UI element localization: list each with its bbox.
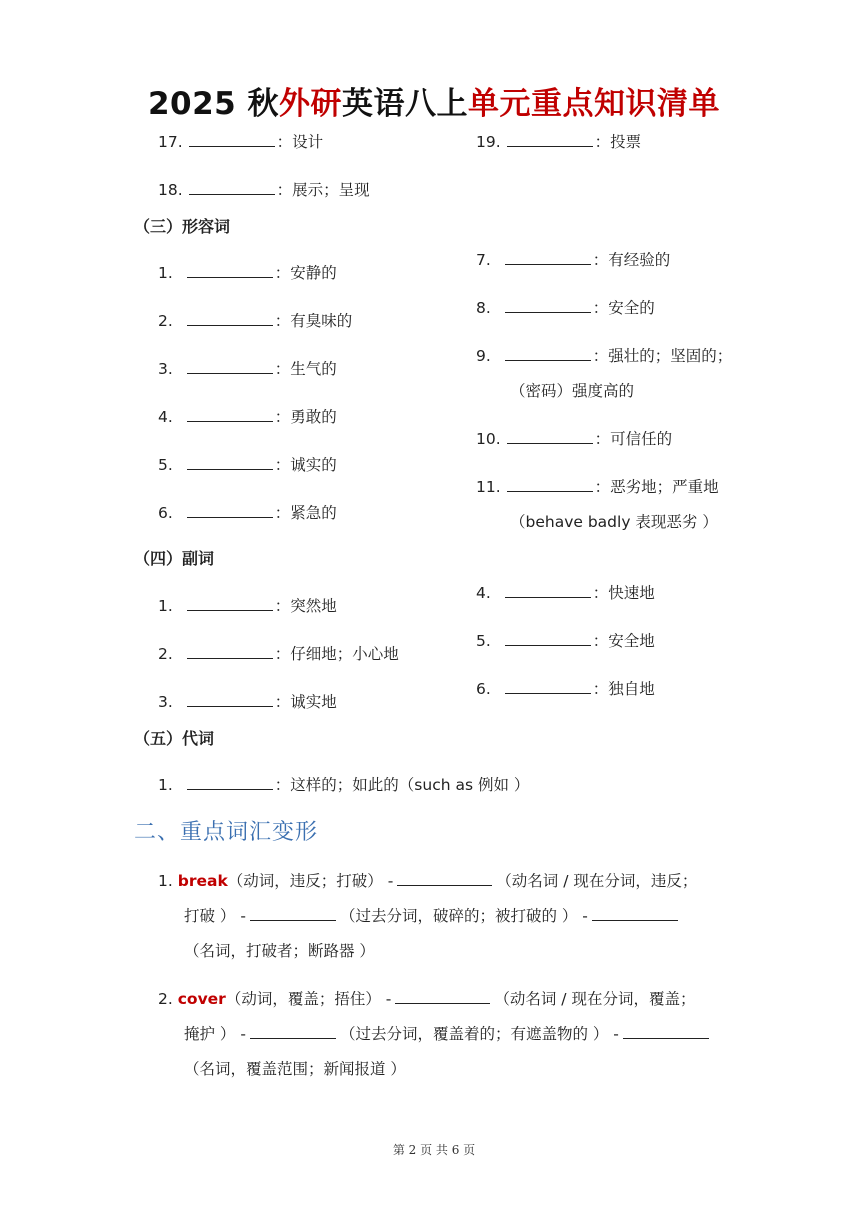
answer-blank <box>189 132 275 147</box>
item-text: （动词，覆盖；捂住） - <box>225 990 392 1008</box>
answer-blank <box>507 132 593 147</box>
answer-blank <box>189 180 275 195</box>
item-num: 3. <box>158 360 173 378</box>
answer-blank <box>187 263 273 278</box>
answer-blank <box>623 1024 709 1039</box>
answer-blank <box>397 871 492 886</box>
title-subject: 英语八上 <box>342 86 469 122</box>
item-num: 1. <box>158 872 173 890</box>
item-num: 4. <box>158 408 173 426</box>
item-meaning: ：生气的 <box>274 360 337 378</box>
item-meaning: ：快速地 <box>592 584 655 602</box>
adverb-item-3 <box>158 692 337 712</box>
item-meaning: ：安静的 <box>274 264 337 282</box>
item-num: 5. <box>158 456 173 474</box>
item-meaning: ：勇敢的 <box>274 408 337 426</box>
word-form-item-2-line1 <box>158 989 695 1009</box>
item-meaning: ：独自地 <box>592 680 655 698</box>
item-num: 18. <box>158 181 183 199</box>
item-num: 10. <box>476 430 501 448</box>
adverb-item-6 <box>476 679 655 699</box>
title-year: 2025 <box>147 86 237 122</box>
title-topic: 单元重点知识清单 <box>468 86 721 122</box>
answer-blank <box>505 298 591 313</box>
item-meaning: ：恶劣地；严重地 <box>594 478 719 496</box>
adjective-item-3 <box>158 359 337 379</box>
answer-blank <box>187 644 273 659</box>
item-num: 11. <box>476 478 501 496</box>
verb-item-17 <box>158 132 323 152</box>
answer-blank <box>507 477 593 492</box>
item-meaning: ：这样的；如此的（such as 例如 ） <box>274 776 530 794</box>
item-num: 17. <box>158 133 183 151</box>
adjective-item-4 <box>158 407 337 427</box>
adjective-item-5 <box>158 455 337 475</box>
item-text: 掩护 ） - <box>184 1025 246 1043</box>
section-heading-adverbs: （四）副词 <box>134 549 215 568</box>
item-meaning: ：仔细地；小心地 <box>274 645 399 663</box>
adjective-item-11-note: （behave badly 表现恶劣 ） <box>510 513 718 531</box>
adjective-item-7 <box>476 250 670 270</box>
title-season: 秋 <box>247 86 280 122</box>
answer-blank <box>187 311 273 326</box>
answer-blank <box>187 775 273 790</box>
item-meaning: ：强壮的；坚固的； <box>592 347 733 365</box>
adverb-item-5 <box>476 631 655 651</box>
item-text: （过去分词，覆盖着的；有遮盖物的 ） - <box>339 1025 619 1043</box>
adjective-item-9 <box>476 346 732 366</box>
answer-blank <box>505 250 591 265</box>
answer-blank <box>187 596 273 611</box>
adjective-item-11 <box>476 477 719 497</box>
answer-blank <box>505 583 591 598</box>
answer-blank <box>507 429 593 444</box>
adjective-item-2 <box>158 311 352 331</box>
item-meaning: ：安全地 <box>592 632 655 650</box>
item-num: 4. <box>476 584 491 602</box>
item-num: 9. <box>476 347 491 365</box>
item-num: 1. <box>158 597 173 615</box>
page-footer: 第 2 页 共 6 页 <box>392 1143 476 1157</box>
answer-blank <box>250 906 336 921</box>
item-text: （动词，违反；打破） - <box>227 872 394 890</box>
adverb-item-1 <box>158 596 337 616</box>
item-num: 5. <box>476 632 491 650</box>
answer-blank <box>187 455 273 470</box>
item-text: （动名词 / 现在分词，覆盖； <box>494 990 696 1008</box>
item-num: 2. <box>158 312 173 330</box>
adjective-item-1 <box>158 263 337 283</box>
item-num: 1. <box>158 776 173 794</box>
section-heading-word-forms: 二、重点词汇变形 <box>134 820 319 845</box>
item-meaning: ：展示；呈现 <box>276 181 370 199</box>
adverb-item-4 <box>476 583 655 603</box>
item-meaning: ：安全的 <box>592 299 655 317</box>
adverb-item-2 <box>158 644 399 664</box>
title-publisher: 外研 <box>279 86 343 122</box>
answer-blank <box>250 1024 336 1039</box>
item-meaning: ：有臭味的 <box>274 312 353 330</box>
adjective-item-8 <box>476 298 655 318</box>
item-meaning: ：投票 <box>594 133 642 151</box>
item-meaning: ：设计 <box>276 133 324 151</box>
item-num: 2. <box>158 645 173 663</box>
pronoun-item-1 <box>158 775 529 795</box>
item-meaning: ：诚实的 <box>274 456 337 474</box>
section-heading-adjectives: （三）形容词 <box>134 217 231 236</box>
answer-blank <box>592 906 678 921</box>
adjective-item-6 <box>158 503 337 523</box>
item-text: 打破 ） - <box>184 907 246 925</box>
item-num: 2. <box>158 990 173 1008</box>
answer-blank <box>395 989 490 1004</box>
answer-blank <box>187 407 273 422</box>
item-num: 3. <box>158 693 173 711</box>
answer-blank <box>505 346 591 361</box>
word-form-item-1-line3: （名词，打破者；断路器 ） <box>184 942 375 960</box>
item-meaning: ：诚实地 <box>274 693 337 711</box>
page-title <box>0 78 868 123</box>
item-meaning: ：突然地 <box>274 597 337 615</box>
item-num: 8. <box>476 299 491 317</box>
answer-blank <box>505 631 591 646</box>
section-heading-pronouns: （五）代词 <box>134 729 215 748</box>
answer-blank <box>187 692 273 707</box>
word-form-item-2-line2 <box>184 1024 713 1044</box>
item-meaning: ：可信任的 <box>594 430 673 448</box>
keyword: break <box>177 872 228 890</box>
item-num: 6. <box>158 504 173 522</box>
answer-blank <box>187 503 273 518</box>
word-form-item-2-line3: （名词，覆盖范围；新闻报道 ） <box>184 1060 406 1078</box>
verb-item-19 <box>476 132 641 152</box>
item-num: 19. <box>476 133 501 151</box>
word-form-item-1-line1 <box>158 871 697 891</box>
item-num: 7. <box>476 251 491 269</box>
verb-item-18 <box>158 180 370 200</box>
item-meaning: ：有经验的 <box>592 251 671 269</box>
item-meaning: ：紧急的 <box>274 504 337 522</box>
word-form-item-1-line2 <box>184 906 682 926</box>
item-num: 6. <box>476 680 491 698</box>
answer-blank <box>505 679 591 694</box>
item-text: （过去分词，破碎的；被打破的 ） - <box>339 907 588 925</box>
adjective-item-10 <box>476 429 672 449</box>
adjective-item-9-note: （密码）强度高的 <box>510 382 635 400</box>
item-text: （动名词 / 现在分词，违反； <box>496 872 698 890</box>
keyword: cover <box>177 990 226 1008</box>
item-num: 1. <box>158 264 173 282</box>
answer-blank <box>187 359 273 374</box>
